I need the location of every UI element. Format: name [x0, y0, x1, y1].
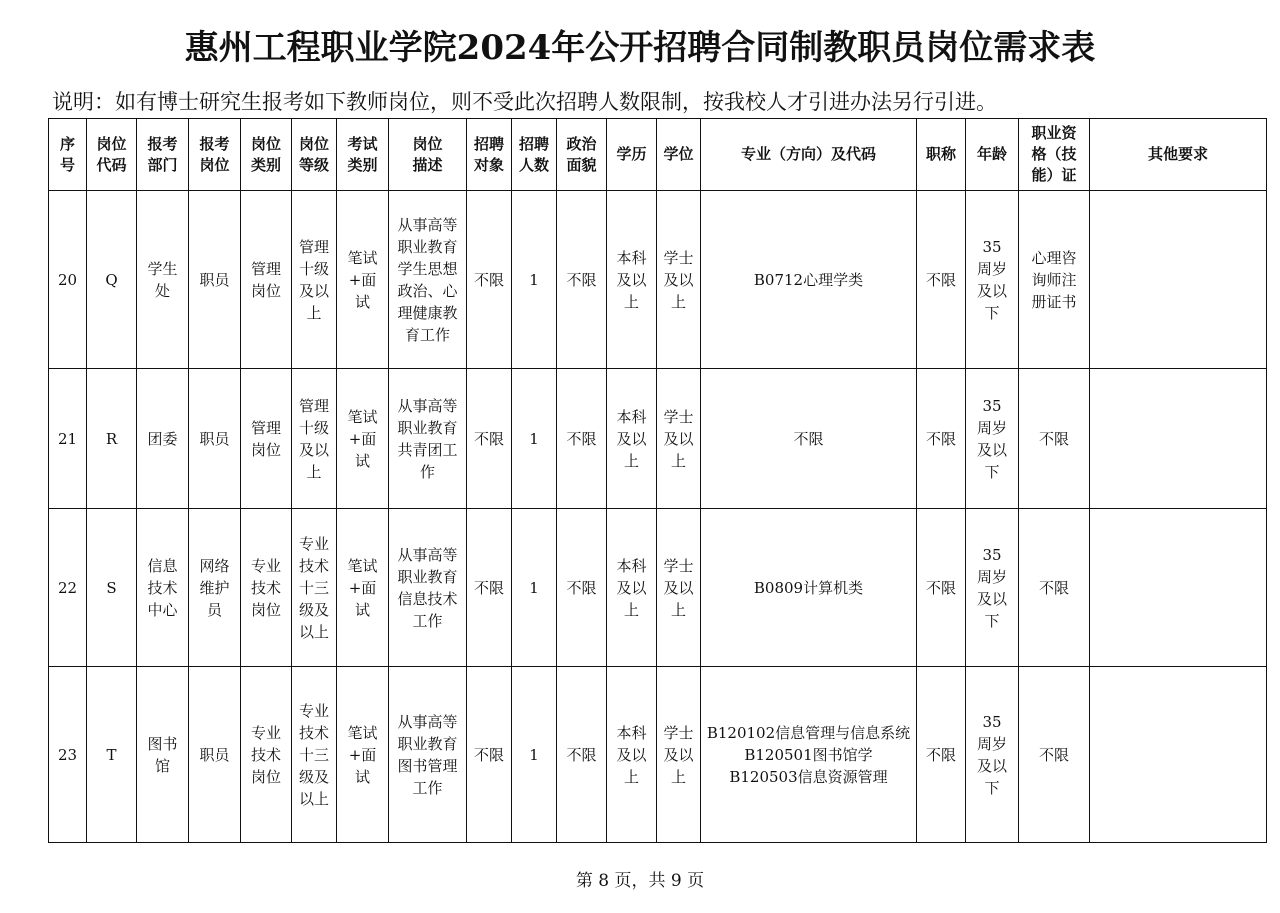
cell-title-req: 不限 [917, 509, 966, 667]
page-footer: 第 8 页，共 9 页 [575, 871, 705, 891]
cell-target: 不限 [467, 369, 512, 509]
cell-political: 不限 [557, 369, 607, 509]
cell-political: 不限 [557, 509, 607, 667]
cell-target: 不限 [467, 191, 512, 369]
table-row [49, 509, 1267, 667]
cell-post: 职员 [189, 191, 241, 369]
header-cell: 政治面貌 [557, 119, 607, 191]
cell-no: 22 [49, 509, 87, 667]
header-cell: 年龄 [966, 119, 1019, 191]
cell-code: R [87, 369, 137, 509]
cell-cert: 不限 [1019, 667, 1090, 843]
table-row [49, 667, 1267, 843]
cell-code: Q [87, 191, 137, 369]
cell-level: 管理十级及以上 [292, 369, 337, 509]
cell-major [701, 509, 917, 667]
major-line: B0809计算机类 [753, 578, 864, 597]
cell-other [1090, 667, 1267, 843]
cell-age: 35周岁及以下 [966, 369, 1019, 509]
header-cell: 岗位描述 [389, 119, 467, 191]
header-cell: 报考部门 [137, 119, 189, 191]
cell-post: 职员 [189, 667, 241, 843]
cell-dept: 图书馆 [137, 667, 189, 843]
cell-desc: 从事高等职业教育图书管理工作 [389, 667, 467, 843]
table-row [49, 191, 1267, 369]
major-line: B120503信息资源管理 [729, 767, 888, 786]
cell-education: 本科及以上 [607, 509, 657, 667]
cell-age: 35周岁及以下 [966, 509, 1019, 667]
cell-degree: 学士及以上 [657, 191, 701, 369]
header-cell: 报考岗位 [189, 119, 241, 191]
cell-exam: 笔试+面试 [337, 667, 389, 843]
header-cell: 学历 [607, 119, 657, 191]
cell-other [1090, 369, 1267, 509]
cell-category: 管理岗位 [241, 369, 292, 509]
cell-cert: 不限 [1019, 509, 1090, 667]
cell-post: 网络维护员 [189, 509, 241, 667]
cell-count: 1 [512, 667, 557, 843]
note-text: 说明：如有博士研究生报考如下教师岗位，则不受此次招聘人数限制，按我校人才引进办法另行引进。 [52, 90, 997, 114]
header-cell: 职业资格（技能）证 [1019, 119, 1090, 191]
header-cell: 职称 [917, 119, 966, 191]
header-cell: 专业（方向）及代码 [701, 119, 917, 191]
cell-level: 专业技术十三级及以上 [292, 509, 337, 667]
cell-count: 1 [512, 509, 557, 667]
cell-dept: 信息技术中心 [137, 509, 189, 667]
cell-other [1090, 191, 1267, 369]
cell-exam: 笔试+面试 [337, 191, 389, 369]
header-cell: 岗位代码 [87, 119, 137, 191]
cell-degree: 学士及以上 [657, 509, 701, 667]
cell-code: S [87, 509, 137, 667]
header-cell: 招聘人数 [512, 119, 557, 191]
cell-post: 职员 [189, 369, 241, 509]
cell-title-req: 不限 [917, 667, 966, 843]
cell-major [701, 191, 917, 369]
cell-count: 1 [512, 191, 557, 369]
header-cell: 其他要求 [1090, 119, 1267, 191]
cell-major [701, 667, 917, 843]
cell-cert: 心理咨询师注册证书 [1019, 191, 1090, 369]
cell-desc: 从事高等职业教育学生思想政治、心理健康教育工作 [389, 191, 467, 369]
cell-target: 不限 [467, 667, 512, 843]
cell-dept: 学生处 [137, 191, 189, 369]
cell-code: T [87, 667, 137, 843]
cell-desc: 从事高等职业教育信息技术工作 [389, 509, 467, 667]
cell-political: 不限 [557, 667, 607, 843]
cell-education: 本科及以上 [607, 369, 657, 509]
header-cell: 序号 [49, 119, 87, 191]
header-cell: 岗位类别 [241, 119, 292, 191]
major-line: 不限 [793, 429, 824, 448]
major-line: B0712心理学类 [753, 270, 864, 289]
table-header-row [49, 119, 1267, 191]
header-cell: 考试类别 [337, 119, 389, 191]
cell-age: 35周岁及以下 [966, 667, 1019, 843]
header-cell: 岗位等级 [292, 119, 337, 191]
cell-degree: 学士及以上 [657, 667, 701, 843]
recruitment-table [48, 118, 1267, 843]
cell-desc: 从事高等职业教育共青团工作 [389, 369, 467, 509]
cell-other [1090, 509, 1267, 667]
cell-no: 21 [49, 369, 87, 509]
cell-target: 不限 [467, 509, 512, 667]
page-title: 惠州工程职业学院2024年公开招聘合同制教职员岗位需求表 [184, 28, 1096, 68]
cell-exam: 笔试+面试 [337, 509, 389, 667]
cell-political: 不限 [557, 191, 607, 369]
cell-title-req: 不限 [917, 369, 966, 509]
cell-level: 管理十级及以上 [292, 191, 337, 369]
table-row [49, 369, 1267, 509]
cell-level: 专业技术十三级及以上 [292, 667, 337, 843]
cell-count: 1 [512, 369, 557, 509]
header-cell: 学位 [657, 119, 701, 191]
cell-no: 20 [49, 191, 87, 369]
cell-category: 专业技术岗位 [241, 667, 292, 843]
cell-exam: 笔试+面试 [337, 369, 389, 509]
cell-category: 管理岗位 [241, 191, 292, 369]
cell-degree: 学士及以上 [657, 369, 701, 509]
cell-title-req: 不限 [917, 191, 966, 369]
cell-no: 23 [49, 667, 87, 843]
cell-age: 35周岁及以下 [966, 191, 1019, 369]
cell-category: 专业技术岗位 [241, 509, 292, 667]
cell-education: 本科及以上 [607, 667, 657, 843]
major-line: B120501图书馆学 [744, 745, 873, 764]
cell-major [701, 369, 917, 509]
major-line: B120102信息管理与信息系统 [706, 723, 911, 742]
cell-dept: 团委 [137, 369, 189, 509]
cell-education: 本科及以上 [607, 191, 657, 369]
cell-cert: 不限 [1019, 369, 1090, 509]
header-cell: 招聘对象 [467, 119, 512, 191]
